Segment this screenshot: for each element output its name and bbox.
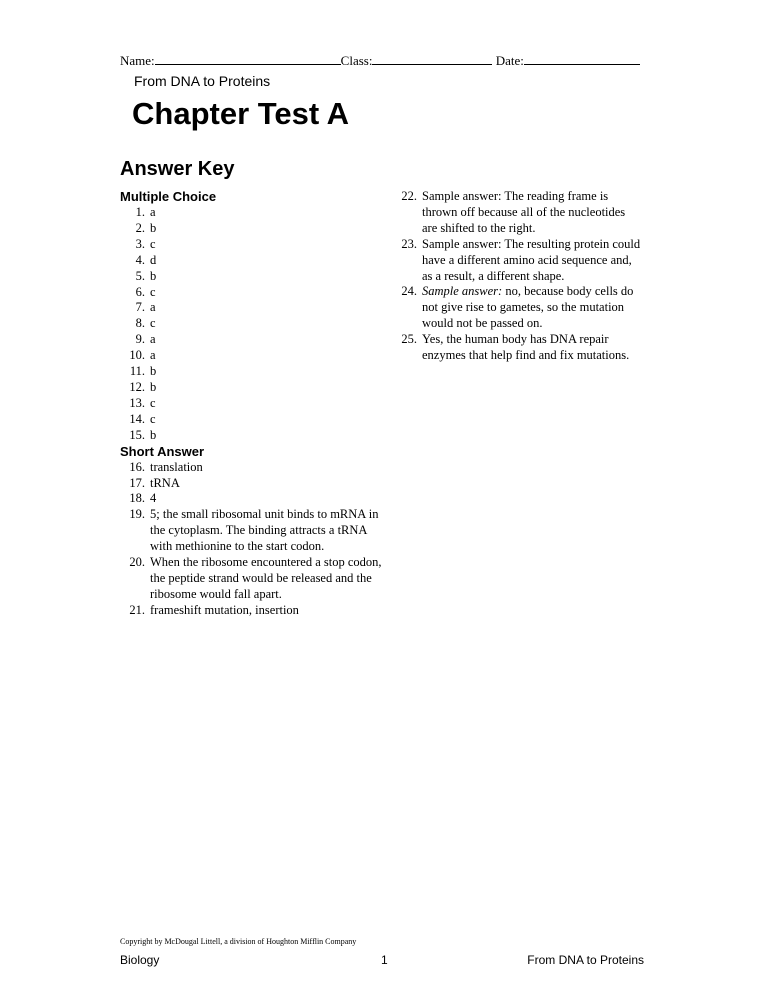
answer-item — [120, 555, 392, 603]
short-answer-heading: Short Answer — [120, 443, 205, 459]
answer-number: 19. — [129, 507, 145, 522]
answer-number: 2. — [135, 220, 145, 235]
answer-text: a — [150, 300, 156, 315]
answer-item — [120, 380, 392, 396]
page-number: 1 — [381, 953, 388, 967]
answer-text: b — [150, 268, 157, 283]
answer-text: b — [150, 220, 157, 235]
answer-item — [120, 285, 392, 301]
answer-text: a — [150, 205, 156, 219]
class-field[interactable] — [372, 52, 492, 65]
name-label: Name: — [120, 53, 155, 68]
subject-heading: From DNA to Proteins — [134, 73, 271, 89]
answer-text: a — [150, 332, 156, 347]
answer-text: When the ribosome encountered a stop codon, the peptide strand would be released and the ribosome would fall apart. — [150, 555, 382, 601]
right-column — [392, 189, 642, 364]
left-column — [120, 189, 392, 619]
answer-item — [120, 221, 392, 237]
answer-text — [422, 284, 642, 332]
answer-item — [120, 476, 392, 492]
answer-text: translation — [150, 459, 203, 474]
answer-text-rest: no, because body cells do not give rise to gametes, so the mutation would not be passed on. — [422, 284, 634, 331]
answer-number: 8. — [135, 316, 145, 331]
answer-item — [120, 300, 392, 316]
answer-text: a — [150, 348, 156, 363]
answer-text: b — [150, 364, 157, 379]
answer-key-heading: Answer Key — [120, 158, 235, 180]
answer-item — [120, 603, 392, 619]
answer-item — [392, 237, 642, 285]
answer-number: 5. — [135, 268, 145, 283]
answer-number: 22. — [401, 189, 417, 203]
answer-text: c — [150, 284, 156, 299]
answer-number: 4. — [135, 252, 145, 267]
answer-number: 25. — [401, 332, 417, 347]
answer-number: 16. — [129, 459, 145, 474]
answer-item — [120, 269, 392, 285]
multiple-choice-list — [120, 205, 392, 444]
answer-number: 18. — [129, 491, 145, 506]
answer-number: 24. — [401, 284, 417, 299]
answer-item — [120, 253, 392, 269]
right-answer-list — [392, 189, 642, 364]
multiple-choice-heading: Multiple Choice — [120, 189, 217, 204]
answer-text: Yes, the human body has DNA repair enzymes that help find and fix mutations. — [422, 332, 630, 363]
short-answer-list — [120, 460, 392, 619]
answer-number: 9. — [135, 332, 145, 347]
answer-text: Sample answer: The reading frame is thrown off because all of the nucleotides are shifted to the right. — [422, 189, 626, 235]
answer-item — [120, 332, 392, 348]
answer-number: 3. — [135, 236, 145, 251]
class-label: Class: — [340, 53, 373, 68]
answer-text: c — [150, 236, 156, 251]
answer-number: 1. — [135, 205, 145, 219]
name-field[interactable] — [155, 52, 341, 65]
answer-item — [120, 348, 392, 364]
answer-number: 7. — [135, 300, 145, 315]
copyright-notice: Copyright by McDougal Littell, a division of Houghton Mifflin Company — [120, 937, 357, 946]
answer-text: b — [150, 379, 157, 394]
answer-text-italic: Sample answer: — [422, 284, 503, 299]
answer-number: 20. — [129, 555, 145, 570]
answer-item — [392, 189, 642, 237]
date-label: Date: — [495, 53, 524, 68]
answer-number: 12. — [129, 379, 145, 394]
answer-item — [392, 332, 642, 364]
answer-item — [120, 428, 392, 444]
answer-number: 11. — [129, 364, 145, 379]
answer-number: 23. — [401, 236, 417, 251]
answer-number: 17. — [129, 475, 145, 490]
answer-item — [392, 284, 642, 332]
answer-text: c — [150, 411, 156, 426]
answer-number: 14. — [129, 411, 145, 426]
answer-text: d — [150, 252, 157, 267]
answer-item — [120, 507, 392, 555]
answer-item — [120, 205, 392, 221]
answer-number: 15. — [129, 427, 145, 442]
answer-text: b — [150, 427, 157, 442]
answer-text: 4 — [150, 491, 157, 506]
answer-number: 6. — [135, 284, 145, 299]
answer-number: 10. — [129, 348, 145, 363]
answer-item — [120, 412, 392, 428]
answer-number: 13. — [129, 395, 145, 410]
answer-text: c — [150, 395, 156, 410]
date-field[interactable] — [524, 52, 640, 65]
answer-number: 21. — [129, 602, 145, 617]
answer-item — [120, 316, 392, 332]
footer-subject: Biology — [120, 953, 160, 967]
answer-text: frameshift mutation, insertion — [150, 602, 299, 617]
page-title: Chapter Test A — [132, 96, 350, 131]
answer-item — [120, 237, 392, 253]
answer-item — [120, 364, 392, 380]
answer-text: 5; the small ribosomal unit binds to mRNA in the cytoplasm. The binding attracts a tRNA with methionine to the start codon. — [150, 507, 379, 554]
student-info-line — [120, 52, 720, 69]
answer-item — [120, 460, 392, 476]
answer-text: Sample answer: The resulting protein could have a different amino acid sequence and, as a result, a different shape. — [422, 236, 641, 283]
answer-item — [120, 491, 392, 507]
footer-chapter: From DNA to Proteins — [527, 953, 644, 967]
answer-text: tRNA — [150, 475, 180, 490]
answer-item — [120, 396, 392, 412]
answer-text: c — [150, 316, 156, 331]
